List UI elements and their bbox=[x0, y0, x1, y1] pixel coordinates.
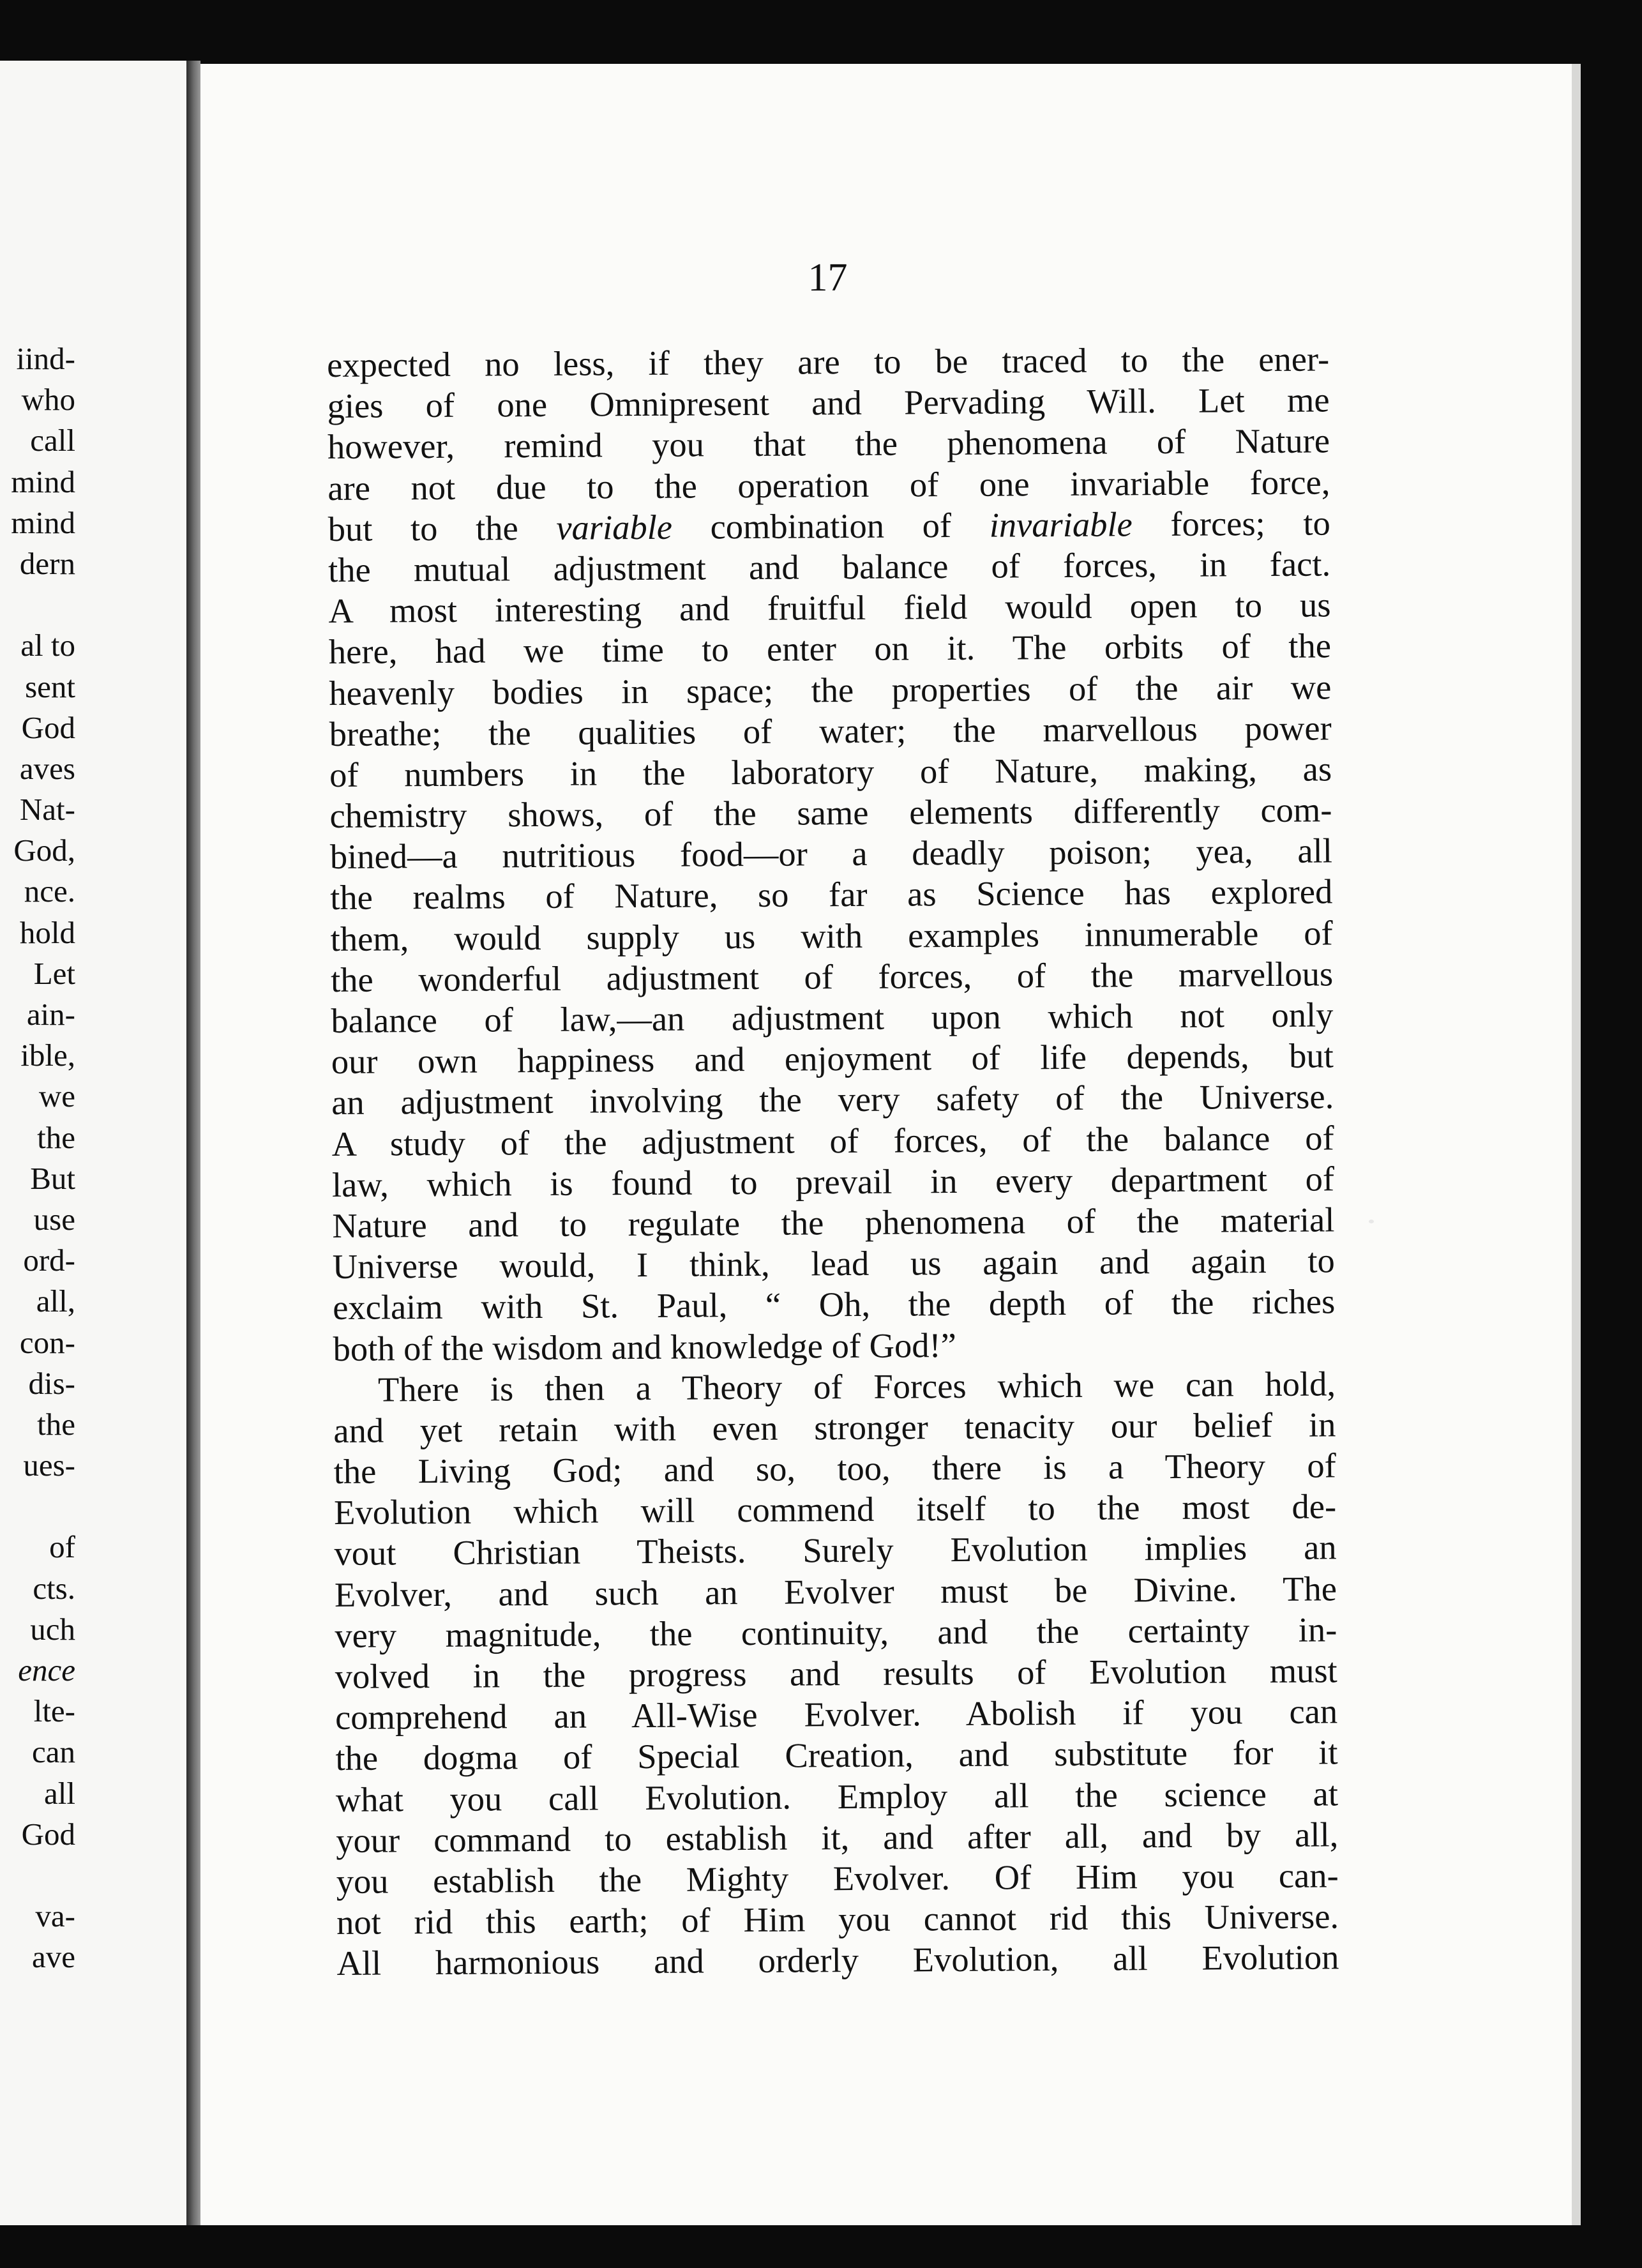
right-page bbox=[200, 64, 1581, 2225]
left-page-fragment: ence bbox=[18, 1652, 75, 1688]
text-line: bined—a nutritious food—or a deadly poison; yea, all bbox=[329, 831, 1333, 877]
left-page-fragment: God bbox=[21, 709, 75, 745]
text-line: gies of one Omnipresent and Pervading Will. Let me bbox=[327, 380, 1330, 426]
text-line: here, had we time to enter on it. The orbits of the bbox=[328, 626, 1332, 672]
left-page-fragment: hold bbox=[19, 914, 75, 950]
left-page-fragment: we bbox=[38, 1078, 75, 1114]
text-line: not rid this earth; of Him you cannot rid this Universe. bbox=[336, 1896, 1339, 1942]
left-page-fragment: ues- bbox=[23, 1448, 75, 1483]
left-page-fragment: ible, bbox=[20, 1038, 75, 1073]
left-page-fragment: of bbox=[49, 1529, 75, 1565]
text-line: what you call Evolution. Employ all the science at bbox=[335, 1773, 1339, 1819]
left-page-fragment: all, bbox=[36, 1283, 75, 1319]
left-page-fragment bbox=[0, 1855, 75, 1896]
text-line: Nature and to regulate the phenomena of the material bbox=[332, 1200, 1335, 1245]
body-text bbox=[327, 338, 1339, 1984]
text-line: you establish the Mighty Evolver. Of Him you can- bbox=[336, 1856, 1339, 1901]
left-page-fragment bbox=[0, 1486, 75, 1527]
left-page-fragment: ain- bbox=[26, 997, 75, 1032]
left-page-fragment: the bbox=[37, 1119, 75, 1155]
left-page-fragment: ave bbox=[32, 1939, 75, 1975]
text-line: and yet retain with even stronger tenacity our belief in bbox=[333, 1405, 1336, 1450]
left-page-fragment: Let bbox=[33, 955, 75, 991]
emphasized-word: variable bbox=[556, 507, 673, 547]
text-line: There is then a Theory of Forces which we can hold, bbox=[377, 1364, 1336, 1409]
text-line: All harmonious and orderly Evolution, all Evolution bbox=[336, 1937, 1339, 1983]
text-line: expected no less, if they are to be traced to the ener- bbox=[327, 339, 1330, 384]
text-line: an adjustment involving the very safety of the Universe. bbox=[331, 1077, 1334, 1123]
left-page-fragment: cts. bbox=[33, 1570, 75, 1606]
text-line: however, remind you that the phenomena of Nature bbox=[327, 421, 1330, 467]
left-page-fragment: aves bbox=[19, 750, 75, 786]
text-line: the dogma of Special Creation, and substitute for it bbox=[335, 1732, 1338, 1778]
text-line: the mutual adjustment and balance of forces, in fact. bbox=[328, 544, 1331, 589]
left-page-fragment: ord- bbox=[23, 1243, 75, 1278]
text-line: Evolver, and such an Evolver must be Divine. The bbox=[334, 1568, 1337, 1614]
text-line: Evolution which will commend itself to the most de- bbox=[333, 1486, 1337, 1532]
text-line: our own happiness and enjoyment of life depends, but bbox=[331, 1036, 1334, 1082]
emphasized-word: invariable bbox=[989, 504, 1133, 545]
text-line: very magnitude, the continuity, and the certainty in- bbox=[335, 1610, 1337, 1655]
text-line: them, would supply us with examples innumerable of bbox=[330, 913, 1333, 958]
text-line: but to the variable combination of invariable forces; to bbox=[328, 503, 1330, 548]
text-line: the wonderful adjustment of forces, of the marvellous bbox=[330, 954, 1334, 999]
left-page-fragment: al to bbox=[20, 628, 75, 663]
book-gutter bbox=[186, 61, 200, 2225]
text-line: both of the wisdom and knowledge of God!” bbox=[333, 1325, 957, 1368]
text-line: are not due to the operation of one invariable force, bbox=[328, 462, 1330, 508]
left-page-fragment: uch bbox=[30, 1611, 75, 1647]
left-page-fragment: mind bbox=[11, 464, 75, 499]
left-page-text-fragments bbox=[0, 338, 75, 1978]
paper-speck bbox=[1369, 1220, 1374, 1223]
left-page-fragment: can bbox=[32, 1734, 75, 1770]
left-page-fragment: mind bbox=[11, 504, 75, 540]
text-line: volved in the progress and results of Evolution must bbox=[335, 1651, 1337, 1696]
left-page-fragment: lte- bbox=[33, 1693, 75, 1729]
text-line: the Living God; and so, too, there is a Theory of bbox=[333, 1446, 1336, 1492]
left-page-fragment: But bbox=[30, 1160, 75, 1196]
text-line: balance of law,—an adjustment upon which not only bbox=[331, 995, 1334, 1040]
text-line: chemistry shows, of the same elements differently com- bbox=[329, 790, 1332, 836]
left-page-fragment: iind- bbox=[16, 341, 75, 376]
text-line: Universe would, I think, lead us again and again to bbox=[332, 1241, 1335, 1287]
left-page-fragment: con- bbox=[19, 1324, 75, 1360]
text-line: the realms of Nature, so far as Science has explored bbox=[330, 872, 1333, 918]
left-page-fragment: who bbox=[21, 382, 75, 418]
text-line: comprehend an All-Wise Evolver. Abolish if you can bbox=[335, 1691, 1338, 1737]
text-line: vout Christian Theists. Surely Evolution implies an bbox=[334, 1527, 1337, 1573]
text-line: law, which is found to prevail in every department of bbox=[331, 1159, 1335, 1204]
text-line: heavenly bodies in space; the properties of the air we bbox=[329, 667, 1332, 713]
text-line: breathe; the qualities of water; the marvellous power bbox=[329, 708, 1332, 753]
page-number: 17 bbox=[808, 256, 848, 299]
text-line: of numbers in the laboratory of Nature, making, as bbox=[329, 749, 1332, 794]
text-line: your command to establish it, and after all, and by all, bbox=[336, 1815, 1339, 1860]
left-page-fragment: all bbox=[44, 1775, 75, 1811]
left-page-fragment: va- bbox=[35, 1898, 75, 1934]
text-line: A study of the adjustment of forces, of the balance of bbox=[331, 1117, 1334, 1163]
text-line: A most interesting and fruitful field would open to us bbox=[328, 585, 1331, 631]
left-page-fragment bbox=[0, 584, 75, 625]
left-page-fragment: the bbox=[37, 1406, 75, 1442]
left-page-fragment: dis- bbox=[28, 1365, 75, 1401]
left-page-fragment: God, bbox=[13, 833, 75, 868]
text-line: exclaim with St. Paul, “ Oh, the depth of the riches bbox=[333, 1281, 1336, 1327]
left-page-fragment: dern bbox=[19, 545, 75, 581]
left-page-fragment: nce. bbox=[24, 873, 75, 909]
left-page-fragment: sent bbox=[25, 669, 75, 704]
left-page bbox=[0, 61, 186, 2225]
left-page-fragment: God bbox=[21, 1816, 75, 1852]
left-page-fragment: Nat- bbox=[19, 792, 75, 828]
left-page-fragment: call bbox=[30, 423, 75, 458]
left-page-fragment: use bbox=[33, 1201, 75, 1237]
